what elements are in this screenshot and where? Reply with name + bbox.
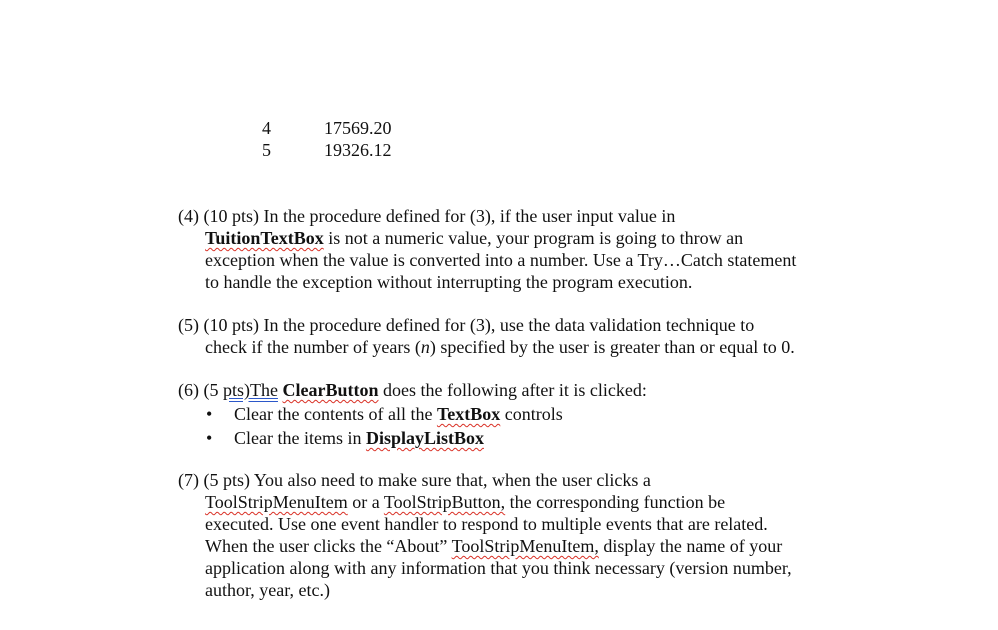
question-4-line: exception when the value is converted into a number. Use a Try…Catch statement [205, 250, 797, 270]
table-row [0, 139, 998, 161]
control-name: ToolStripMenuItem [205, 492, 348, 512]
control-name: ToolStripMenuItem, [451, 536, 599, 556]
question-7-line: (7) (5 pts) You also need to make sure that, when the user clicks a [178, 470, 651, 490]
control-name: ToolStripButton, [383, 492, 506, 512]
control-name: TextBox [436, 404, 501, 424]
question-7-line: author, year, etc.) [205, 580, 330, 600]
amount-cell: 19326.12 [324, 140, 392, 160]
question-7-line: When the user clicks the “About” ToolStripMenuItem, display the name of your [205, 536, 783, 556]
question-7 [178, 469, 878, 601]
question-4-line: (4) (10 pts) In the procedure defined for (3), if the user input value in [178, 206, 676, 226]
control-name: DisplayListBox [365, 428, 484, 448]
year-cell: 4 [262, 118, 271, 138]
amount-cell: 17569.20 [324, 118, 392, 138]
control-name: ClearButton [282, 380, 379, 400]
question-5-line: (5) (10 pts) In the procedure defined for (3), use the data validation technique to [178, 315, 755, 335]
year-cell: 5 [262, 140, 271, 160]
question-6-line: (6) (5 pts)The ClearButton does the following after it is clicked: [178, 380, 647, 400]
question-7-line: application along with any information that you think necessary (version number, [205, 558, 792, 578]
bullet-icon: • [206, 404, 213, 424]
bullet-icon: • [206, 428, 213, 448]
question-6 [178, 379, 878, 401]
control-name: TuitionTextBox [205, 228, 324, 248]
question-7-line: executed. Use one event handler to respond to multiple events that are related. [205, 514, 768, 534]
table-row [0, 117, 998, 139]
question-5-line: check if the number of years (n) specified by the user is greater than or equal to 0. [205, 337, 795, 357]
question-4-line: to handle the exception without interrupting the program execution. [205, 272, 693, 292]
question-5 [178, 314, 878, 358]
pts-the-text: pts)The [222, 380, 278, 400]
question-7-line: ToolStripMenuItem or a ToolStripButton, the corresponding function be [205, 492, 726, 512]
variable-n: n [420, 337, 430, 357]
question-4-line: TuitionTextBox is not a numeric value, your program is going to throw an [205, 228, 744, 248]
question-4 [178, 205, 878, 293]
document-page: 4 17569.20 5 19326.12 (4) (10 pts) In the procedure defined for (3), if the user input value in TuitionTextBox is not a numeric value, your program is going to throw an exception when the value is converted into a number. Use a Try…Catch statement to handle the exception without interrupting the program execution. (5) (10 pts) In the procedure defined for (3), use the data validation technique to check if the number of years (n) specified by the user is greater than or equal to 0. (6) (5 pts)The ClearButton does the following after it is clicked: • Clear the contents of all the TextBox controls • Clear the items in DisplayListBox (7) (5 pts) You also need to make sure that, when the user clicks a ToolStripMenuItem or a ToolStripButton, the corresponding function be executed. Use one event handler to respond to multiple events that are related. When the user clicks the “About” ToolStripMenuItem, display the name of your application along with any information that you think necessary (version number, author, year, etc.) [0, 0, 998, 630]
